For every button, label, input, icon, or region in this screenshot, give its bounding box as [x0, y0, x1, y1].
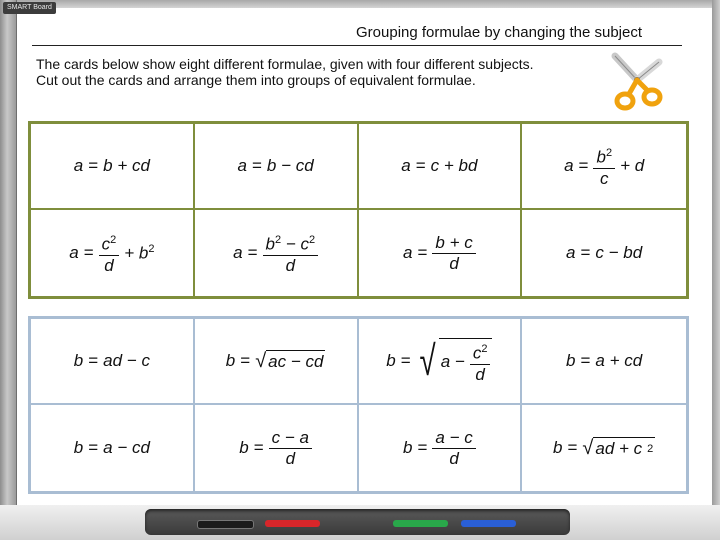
- board-logo: SMART Board: [3, 2, 56, 14]
- black-pen[interactable]: [197, 520, 254, 529]
- formula-card[interactable]: b = a − cd: [31, 405, 195, 491]
- card-grid-subject-a: [28, 121, 689, 299]
- formula-card[interactable]: b = ad − c: [31, 319, 195, 405]
- page-title: Grouping formulae by changing the subject: [356, 24, 643, 41]
- formula-card[interactable]: b = $\frac{a - c}{d}$: [359, 405, 523, 491]
- formula-card[interactable]: b = $\frac{c - a}{d}$: [195, 405, 359, 491]
- formula-card[interactable]: a = $\frac{b + c}{d}$: [359, 210, 523, 296]
- pen-tray: [0, 505, 720, 540]
- board-frame-right: [712, 0, 720, 510]
- formula-card[interactable]: a = b + cd: [31, 124, 195, 210]
- formula-card[interactable]: a = $\frac{b^2 - c^2}{d}$: [195, 210, 359, 296]
- pen-tray-slot: [145, 509, 570, 535]
- formula-card[interactable]: a = c − bd: [566, 243, 643, 262]
- formula-card[interactable]: b = a + cd: [522, 319, 686, 405]
- title-divider: [32, 45, 682, 46]
- formula-card[interactable]: a = $\frac{c^2}{d}$ + $b^2$: [31, 210, 195, 296]
- radical-sign-icon: √: [582, 437, 594, 459]
- formula-card[interactable]: b = √ ac − cd: [195, 319, 359, 405]
- formula-card[interactable]: b = √ a − $\frac{c^2}{d}$: [359, 319, 523, 405]
- board-frame-top: [0, 0, 720, 8]
- instructions-text: The cards below show eight different formulae, given with four different subjects. Cut out the cards and arrange them into groups of equivalent formulae.: [36, 56, 534, 88]
- formula-card[interactable]: a = $\frac{b^2}{c}$ + d: [522, 124, 686, 210]
- formula-card[interactable]: a = c + bd: [359, 124, 523, 210]
- radical-sign-icon: √: [419, 337, 436, 384]
- formula-card[interactable]: a = b − cd: [195, 124, 359, 210]
- radical-sign-icon: √: [255, 350, 267, 372]
- board-frame-left: [0, 0, 17, 510]
- card-grid-subject-b: [28, 316, 689, 494]
- red-pen[interactable]: [265, 520, 320, 527]
- green-pen[interactable]: [393, 520, 448, 527]
- scissors-icon: [607, 50, 667, 112]
- blue-pen[interactable]: [461, 520, 516, 527]
- formula-card[interactable]: b = √ ad + c 2: [552, 437, 654, 459]
